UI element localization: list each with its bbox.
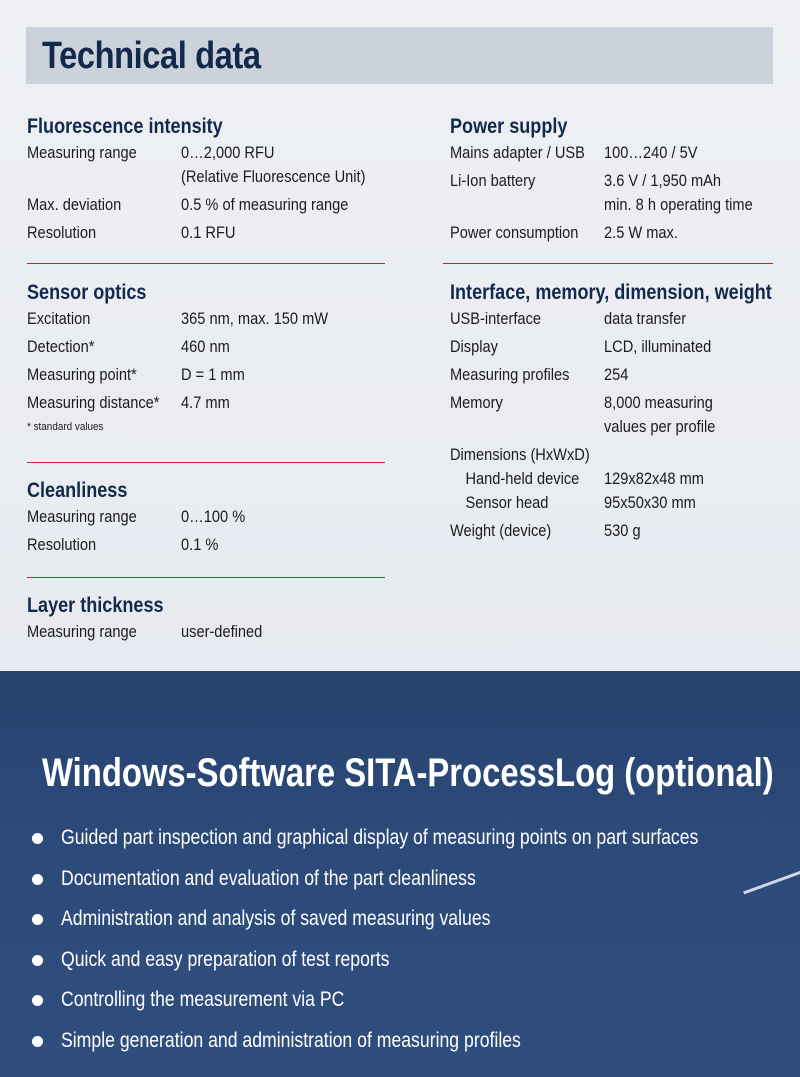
list-item-text: Guided part inspection and graphical display of measuring points on part surfaces: [61, 826, 699, 849]
software-panel: [0, 671, 800, 1077]
spec-row: [450, 141, 773, 169]
spec-label: Hand-held device: [465, 469, 580, 488]
spec-label: Display: [450, 337, 498, 356]
spec-value-line2: values per profile: [604, 417, 716, 436]
bullet-icon: [32, 914, 43, 925]
bullet-icon: [32, 955, 43, 966]
spec-value: 460 nm: [181, 337, 230, 356]
spec-value: 100…240 / 5V: [604, 143, 698, 162]
spec-row: [450, 443, 773, 467]
spec-label: Resolution: [27, 535, 97, 554]
spec-label: Li-Ion battery: [450, 171, 536, 190]
list-item-text: Administration and analysis of saved measuring values: [61, 907, 491, 930]
spec-value: 3.6 V / 1,950 mAh: [604, 171, 722, 190]
spec-label: Measuring distance*: [27, 393, 160, 412]
list-item-text: Documentation and evaluation of the part cleanliness: [61, 866, 476, 890]
spec-row: [450, 307, 773, 335]
spec-label: Measuring range: [27, 622, 137, 641]
spec-value: 0.1 %: [181, 535, 219, 554]
spec-row: [27, 335, 385, 363]
spec-value: 4.7 mm: [181, 393, 230, 412]
spec-label: Measuring point*: [27, 365, 137, 384]
spec-value: 2.5 W max.: [604, 223, 678, 242]
spec-value: 129x82x48 mm: [604, 469, 704, 488]
footnote: * standard values: [27, 421, 104, 433]
spec-row: [27, 391, 385, 419]
spec-value: D = 1 mm: [181, 365, 245, 384]
spec-label: Mains adapter / USB: [450, 143, 585, 162]
spec-label: Detection*: [27, 337, 95, 356]
spec-row: [27, 620, 385, 648]
spec-value: 530 g: [604, 521, 641, 540]
spec-value: 0…2,000 RFU: [181, 143, 275, 162]
spec-row: [27, 363, 385, 391]
spec-label: Sensor head: [465, 493, 549, 512]
section-interface: [450, 279, 773, 547]
software-title: Windows-Software SITA-ProcessLog (optional): [42, 751, 774, 795]
spec-row: [27, 141, 385, 193]
spec-row: [27, 505, 385, 533]
spec-value: LCD, illuminated: [604, 337, 712, 356]
spec-label: Max. deviation: [27, 195, 122, 214]
list-item-text: Quick and easy preparation of test reports: [61, 947, 390, 971]
title-bar: [26, 27, 773, 84]
section-divider: [27, 577, 385, 578]
section-sensor-optics: [27, 279, 385, 435]
spec-row: [27, 193, 385, 221]
list-item-text: Controlling the measurement via PC: [61, 988, 345, 1011]
section-title: Sensor optics: [27, 281, 147, 304]
spec-value: 0.1 RFU: [181, 223, 236, 242]
spec-value: 365 nm, max. 150 mW: [181, 309, 329, 328]
spec-value: user-defined: [181, 622, 263, 641]
decorative-streak: [743, 851, 800, 895]
page-title: Technical data: [42, 35, 261, 77]
spec-value: 8,000 measuring: [604, 393, 713, 412]
section-divider: [27, 263, 385, 264]
spec-value: 0…100 %: [181, 507, 246, 526]
list-item-text: Simple generation and administration of measuring profiles: [61, 1028, 521, 1052]
section-title: Interface, memory, dimension, weight: [450, 281, 772, 304]
section-fluorescence: [27, 113, 385, 249]
section-title: Fluorescence intensity: [27, 115, 223, 138]
bullet-icon: [32, 995, 43, 1006]
spec-row: [450, 519, 773, 547]
spec-row: [450, 169, 773, 221]
spec-label: Dimensions (HxWxD): [450, 445, 590, 464]
spec-row: [450, 491, 773, 519]
spec-row: [27, 221, 385, 249]
spec-row: [27, 533, 385, 561]
spec-label: Measuring profiles: [450, 365, 570, 384]
spec-value: 254: [604, 365, 629, 384]
bullet-icon: [32, 1036, 43, 1047]
spec-row: [450, 335, 773, 363]
spec-row: [27, 307, 385, 335]
section-title: Cleanliness: [27, 479, 128, 502]
spec-value: 95x50x30 mm: [604, 493, 696, 512]
spec-label: Weight (device): [450, 521, 552, 540]
section-cleanliness: [27, 477, 385, 561]
section-title: Layer thickness: [27, 594, 164, 617]
section-divider: [443, 263, 773, 264]
bullet-icon: [32, 833, 43, 844]
section-power-supply: [450, 113, 773, 249]
spec-label: Resolution: [27, 223, 97, 242]
spec-value-line2: min. 8 h operating time: [604, 195, 753, 214]
section-title: Power supply: [450, 115, 568, 138]
spec-label: Excitation: [27, 309, 91, 328]
spec-label: Measuring range: [27, 143, 137, 162]
spec-label: Power consumption: [450, 223, 579, 242]
section-layer-thickness: [27, 592, 385, 648]
spec-row: [450, 221, 773, 249]
spec-value-line2: (Relative Fluorescence Unit): [181, 167, 366, 186]
spec-label: Measuring range: [27, 507, 137, 526]
section-divider: [27, 462, 385, 463]
spec-row: [450, 391, 773, 443]
bullet-icon: [32, 874, 43, 885]
spec-row: [450, 363, 773, 391]
spec-value: 0.5 % of measuring range: [181, 195, 349, 214]
spec-row: [450, 467, 773, 491]
spec-label: USB-interface: [450, 309, 542, 328]
spec-value: data transfer: [604, 309, 687, 328]
spec-label: Memory: [450, 393, 503, 412]
